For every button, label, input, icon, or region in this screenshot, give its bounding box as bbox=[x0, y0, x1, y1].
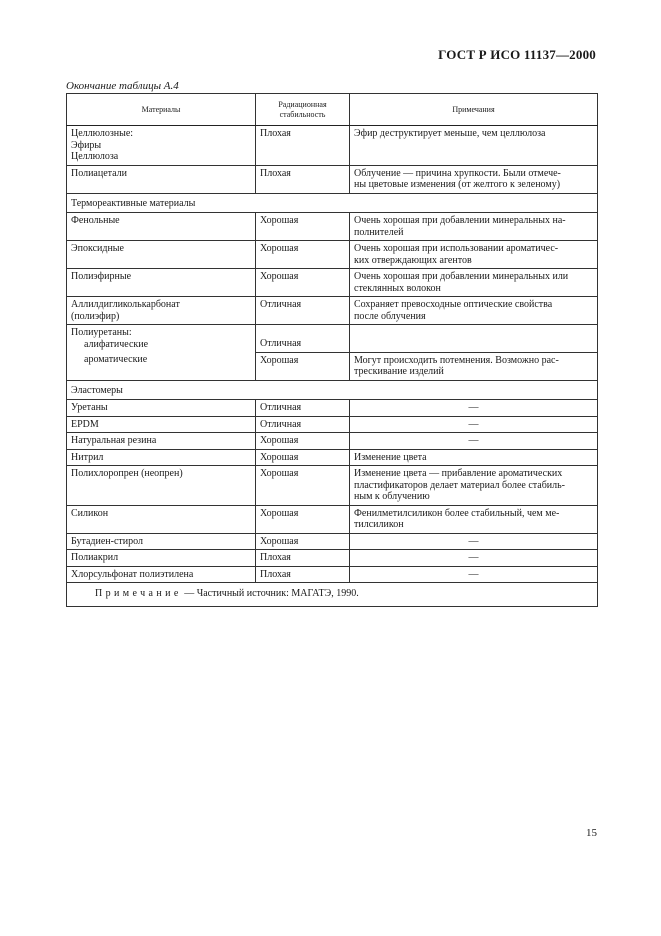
note-line: — bbox=[468, 535, 479, 547]
table-row bbox=[67, 241, 598, 269]
material-line: Полиэфирные bbox=[71, 271, 132, 282]
stability-value: Хорошая bbox=[260, 468, 299, 479]
material-cell bbox=[67, 241, 256, 269]
material-line: EPDM bbox=[71, 418, 99, 430]
stability-value: Хорошая bbox=[260, 243, 299, 254]
note-line: полнителей bbox=[354, 226, 404, 238]
note-cell bbox=[350, 325, 598, 353]
stability-cell bbox=[256, 533, 350, 550]
note-cell bbox=[350, 269, 598, 297]
material-cell bbox=[67, 433, 256, 450]
note-line: Очень хорошая при использовании ароматичес- bbox=[354, 243, 559, 254]
note-line: — bbox=[468, 568, 479, 580]
note-line: после облучения bbox=[354, 310, 426, 322]
note-line: трескивание изделий bbox=[354, 366, 444, 377]
note-line: Могут происходить потемнения. Возможно рас- bbox=[354, 354, 559, 366]
note-cell bbox=[350, 566, 598, 583]
table-row bbox=[67, 126, 598, 166]
table-footnote-row bbox=[67, 583, 598, 607]
note-cell bbox=[350, 126, 598, 166]
material-cell bbox=[67, 269, 256, 297]
stability-cell bbox=[256, 416, 350, 433]
table-row bbox=[67, 449, 598, 466]
material-line: Уретаны bbox=[71, 402, 108, 413]
note-cell bbox=[350, 241, 598, 269]
footnote-text: — Частичный источник: МАГАТЭ, 1990. bbox=[181, 588, 359, 599]
materials-table bbox=[66, 93, 598, 607]
note-cell bbox=[350, 466, 598, 506]
stability-cell bbox=[256, 126, 350, 166]
footnote-label: Примечание bbox=[95, 588, 182, 599]
material-subitem: ароматические bbox=[84, 354, 148, 365]
column-header-materials: Материалы bbox=[67, 94, 256, 126]
material-cell bbox=[67, 297, 256, 325]
note-line: пластификаторов делает материал более стабиль- bbox=[354, 479, 566, 491]
column-header-notes: Примечания bbox=[350, 94, 598, 126]
stability-cell bbox=[256, 297, 350, 325]
material-cell bbox=[67, 505, 256, 533]
material-cell bbox=[67, 466, 256, 506]
table-row bbox=[67, 550, 598, 567]
material-line: Нитрил bbox=[71, 451, 104, 463]
material-cell bbox=[67, 550, 256, 567]
note-cell bbox=[350, 550, 598, 567]
note-line: — bbox=[468, 552, 479, 563]
stability-value: Хорошая bbox=[260, 451, 299, 463]
note-line: Фенилметилсиликон более стабильный, чем ме- bbox=[354, 507, 560, 519]
material-line: Аллилдигликолькарбонат bbox=[71, 299, 180, 310]
material-line: Целлюлозные: bbox=[71, 128, 134, 139]
stability-cell bbox=[256, 241, 350, 269]
stability-value: Отличная bbox=[260, 418, 302, 430]
table-section-row bbox=[67, 380, 598, 400]
table-section-row bbox=[67, 193, 598, 213]
note-line: Сохраняет превосходные оптические свойства bbox=[354, 299, 553, 310]
material-cell bbox=[67, 449, 256, 466]
material-cell bbox=[67, 533, 256, 550]
material-line: Бутадиен-стирол bbox=[71, 535, 144, 547]
note-cell bbox=[350, 533, 598, 550]
stability-value: Плохая bbox=[260, 128, 291, 139]
stability-cell bbox=[256, 213, 350, 241]
table-row bbox=[67, 352, 598, 380]
stability-value: Хорошая bbox=[260, 535, 299, 547]
stability-value: Хорошая bbox=[260, 354, 299, 366]
material-line: Эпоксидные bbox=[71, 243, 124, 254]
page-number: 15 bbox=[586, 827, 597, 839]
table-row bbox=[67, 297, 598, 325]
note-cell bbox=[350, 505, 598, 533]
table-row bbox=[67, 466, 598, 506]
stability-value: Отличная bbox=[260, 338, 302, 349]
table-row bbox=[67, 400, 598, 417]
table-row bbox=[67, 269, 598, 297]
material-subitem: алифатические bbox=[84, 338, 149, 350]
table-footnote bbox=[67, 583, 598, 607]
material-line: Полихлоропрен (неопрен) bbox=[71, 468, 183, 479]
material-cell bbox=[67, 126, 256, 166]
stability-cell bbox=[256, 433, 350, 450]
note-line: ным к облучению bbox=[354, 491, 430, 502]
stability-value: Хорошая bbox=[260, 435, 299, 446]
table-row bbox=[67, 325, 598, 353]
material-line: Хлорсульфонат полиэтилена bbox=[71, 568, 194, 580]
material-group-title: Полиуретаны: bbox=[71, 327, 132, 338]
note-cell bbox=[350, 213, 598, 241]
note-line: — bbox=[468, 418, 479, 430]
document-header: ГОСТ Р ИСО 11137—2000 bbox=[438, 47, 596, 62]
material-line: Полиацетали bbox=[71, 167, 128, 179]
stability-value: Плохая bbox=[260, 552, 291, 563]
note-cell bbox=[350, 433, 598, 450]
note-line: — bbox=[468, 435, 479, 446]
stability-cell bbox=[256, 400, 350, 417]
stability-value: Плохая bbox=[260, 568, 291, 580]
material-line: (полиэфир) bbox=[71, 310, 120, 322]
note-line: стеклянных волокон bbox=[354, 282, 441, 294]
table-header-row bbox=[67, 94, 598, 126]
note-cell bbox=[350, 297, 598, 325]
material-line: Фенольные bbox=[71, 215, 120, 226]
material-cell bbox=[67, 165, 256, 193]
note-line: Эфир деструктирует меньше, чем целлюлоза bbox=[354, 128, 546, 139]
note-cell bbox=[350, 165, 598, 193]
table-body bbox=[67, 126, 598, 583]
table-caption: Окончание таблицы А.4 bbox=[66, 80, 179, 92]
material-cell bbox=[67, 325, 256, 353]
material-cell bbox=[67, 352, 256, 380]
material-cell bbox=[67, 566, 256, 583]
note-cell bbox=[350, 416, 598, 433]
table-row bbox=[67, 566, 598, 583]
note-cell bbox=[350, 352, 598, 380]
note-cell bbox=[350, 400, 598, 417]
stability-cell bbox=[256, 165, 350, 193]
stability-cell bbox=[256, 325, 350, 353]
section-heading: Эластомеры bbox=[67, 380, 598, 400]
note-line: тилсиликон bbox=[354, 519, 404, 530]
table-row bbox=[67, 533, 598, 550]
section-heading: Термореактивные материалы bbox=[67, 193, 598, 213]
material-line: Силикон bbox=[71, 507, 109, 519]
material-cell bbox=[67, 213, 256, 241]
table-row bbox=[67, 416, 598, 433]
stability-cell bbox=[256, 505, 350, 533]
table-row bbox=[67, 213, 598, 241]
note-line: Очень хорошая при добавлении минеральных или bbox=[354, 271, 569, 282]
stability-cell bbox=[256, 449, 350, 466]
stability-value: Отличная bbox=[260, 402, 302, 413]
stability-cell bbox=[256, 550, 350, 567]
stability-cell bbox=[256, 566, 350, 583]
note-line: Облучение — причина хрупкости. Были отмече- bbox=[354, 167, 561, 179]
material-line: Полиакрил bbox=[71, 552, 119, 563]
material-line: Целлюлоза bbox=[71, 151, 119, 162]
note-line: Изменение цвета bbox=[354, 451, 427, 463]
stability-value: Отличная bbox=[260, 299, 302, 310]
table-row bbox=[67, 433, 598, 450]
note-line: Изменение цвета — прибавление ароматических bbox=[354, 468, 563, 479]
note-cell bbox=[350, 449, 598, 466]
stability-value: Хорошая bbox=[260, 215, 299, 226]
stability-cell bbox=[256, 466, 350, 506]
materials-table-container bbox=[66, 93, 597, 607]
material-line: Эфиры bbox=[71, 139, 102, 151]
note-line: ны цветовые изменения (от желтого к зеленому) bbox=[354, 179, 561, 190]
stability-value: Плохая bbox=[260, 167, 291, 179]
material-line: Натуральная резина bbox=[71, 435, 157, 446]
material-cell bbox=[67, 416, 256, 433]
stability-value: Хорошая bbox=[260, 271, 299, 282]
note-line: — bbox=[468, 402, 479, 413]
table-row bbox=[67, 505, 598, 533]
stability-cell bbox=[256, 352, 350, 380]
stability-value: Хорошая bbox=[260, 507, 299, 519]
note-line: Очень хорошая при добавлении минеральных на- bbox=[354, 215, 566, 226]
note-line: ких отверждающих агентов bbox=[354, 254, 472, 266]
table-row bbox=[67, 165, 598, 193]
column-header-stability: Радиационная стабильность bbox=[256, 94, 350, 126]
material-cell bbox=[67, 400, 256, 417]
stability-cell bbox=[256, 269, 350, 297]
